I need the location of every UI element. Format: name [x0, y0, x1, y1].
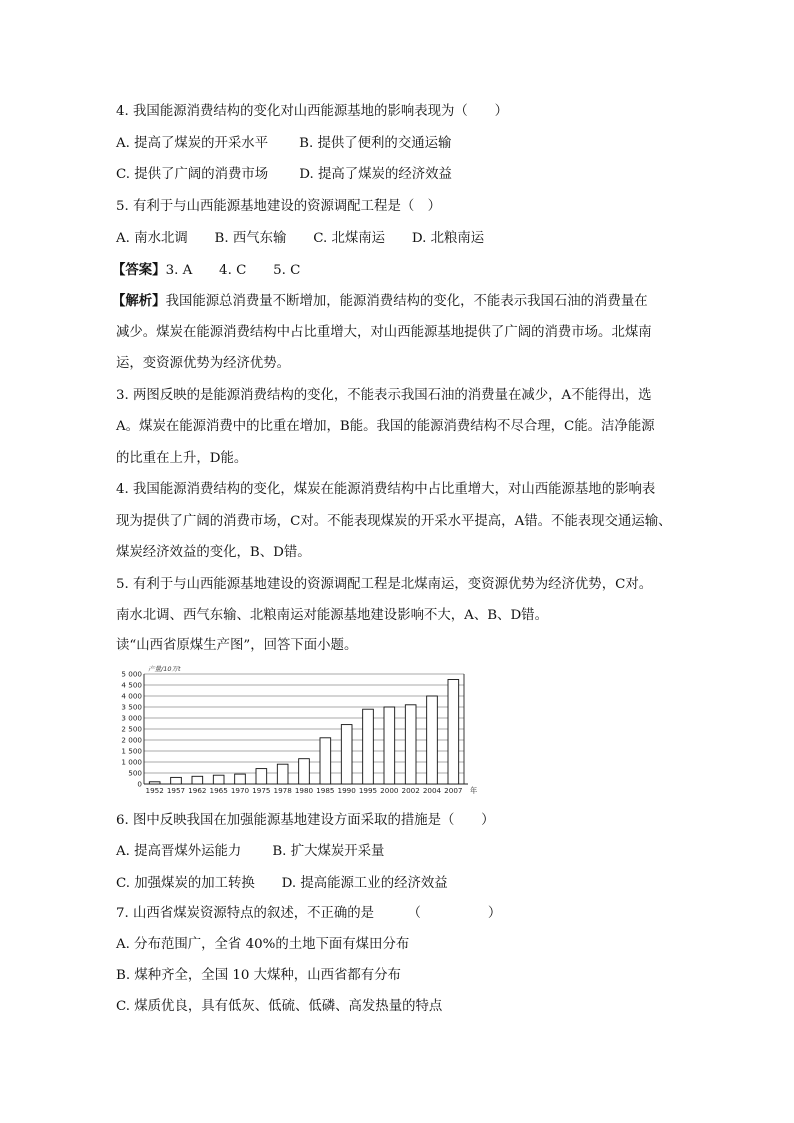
analysis-3-line-3: 的比重在上升，D能。: [116, 451, 248, 466]
bar: [277, 764, 288, 784]
bar: [384, 707, 395, 784]
x-tick-label: 2000: [380, 786, 399, 795]
analysis-4-line-3: 煤炭经济效益的变化，B、D错。: [116, 545, 311, 560]
answer-label: 【答案】: [112, 262, 166, 278]
y-axis-unit-label: 产量/10万t: [148, 665, 181, 673]
bar: [427, 696, 438, 784]
y-tick-label: 3 500: [121, 702, 142, 712]
y-tick-label: 1 500: [121, 746, 142, 756]
analysis-line-1: [112, 292, 648, 311]
y-tick-label: 4 000: [121, 691, 142, 701]
x-tick-label: 1978: [273, 786, 292, 795]
x-tick-label: 1995: [358, 786, 378, 795]
analysis-4-line-2: 现为提供了广阔的消费市场，C对。不能表现煤炭的开采水平提高，A错。不能表现交通运输、: [116, 514, 672, 529]
x-tick-label: 1962: [188, 786, 207, 795]
bar: [320, 738, 331, 784]
x-tick-label: 1952: [145, 786, 164, 795]
question-7-option-c: C. 煤质优良，具有低灰、低硫、低磷、高发热量的特点: [116, 999, 443, 1014]
answer-line: [112, 261, 300, 280]
analysis-label: 【解析】: [112, 293, 166, 309]
bar: [448, 680, 459, 785]
question-4-options-cd: C. 提供了广阔的消费市场 D. 提高了煤炭的经济效益: [116, 167, 452, 182]
x-tick-label: 1985: [316, 786, 335, 795]
analysis-3-line-1: 3. 两图反映的是能源消费结构的变化，不能表示我国石油的消费量在减少，A不能得出，选: [116, 388, 652, 403]
analysis-5-line-2: 南水北调、西气东输、北粮南运对能源基地建设影响不大，A、B、D错。: [116, 608, 548, 623]
question-4-options-ab: A. 提高了煤炭的开采水平 B. 提供了便利的交通运输: [116, 136, 452, 151]
question-6: 6. 图中反映我国在加强能源基地建设方面采取的措施是（ ）: [116, 813, 495, 828]
x-axis-unit-label: 年: [470, 786, 478, 795]
analysis-4-line-1: 4. 我国能源消费结构的变化，煤炭在能源消费结构中占比重增大，对山西能源基地的影响表: [116, 482, 656, 497]
y-tick-label: 1 000: [121, 757, 142, 767]
bar: [405, 705, 416, 784]
analysis-3-line-2: A。煤炭在能源消费中的比重在增加，B能。我国的能源消费结构不尽合理，C能。洁净能源: [116, 419, 655, 434]
x-tick-label: 1970: [230, 786, 250, 795]
x-tick-label: 1990: [337, 786, 356, 795]
analysis-line-2: 减少。煤炭在能源消费结构中占比重增大，对山西能源基地提供了广阔的消费市场。北煤南: [116, 325, 652, 340]
analysis-line-3: 运，变资源优势为经济优势。: [116, 356, 291, 371]
question-5: 5. 有利于与山西能源基地建设的资源调配工程是（ ）: [116, 199, 442, 214]
chart-svg: [112, 664, 484, 798]
x-tick-label: 2004: [422, 786, 442, 795]
bar: [341, 725, 352, 784]
analysis-text-1: 我国能源总消费量不断增加，能源消费结构的变化，不能表示我国石油的消费量在: [165, 294, 648, 309]
question-7-option-a: A. 分布范围广，全省 40%的土地下面有煤田分布: [116, 937, 410, 952]
bar: [171, 777, 182, 784]
coal-production-chart: [112, 664, 484, 798]
read-prompt: 读“山西省原煤生产图”，回答下面小题。: [116, 638, 358, 653]
y-tick-label: 2 500: [121, 724, 142, 734]
y-tick-label: 3 000: [121, 713, 142, 723]
y-tick-label: 2 000: [121, 735, 142, 745]
bar: [299, 759, 310, 784]
x-tick-label: 1980: [294, 786, 314, 795]
bar: [363, 709, 374, 784]
x-tick-label: 2002: [401, 786, 420, 795]
bar: [256, 769, 267, 784]
question-7: 7. 山西省煤炭资源特点的叙述，不正确的是 （ ）: [116, 906, 502, 921]
x-tick-label: 2007: [444, 786, 463, 795]
question-5-options: A. 南水北调 B. 西气东输 C. 北煤南运 D. 北粮南运: [116, 231, 485, 246]
y-tick-label: 4 500: [121, 680, 142, 690]
bar: [235, 774, 246, 784]
x-tick-label: 1965: [209, 786, 228, 795]
bar: [192, 776, 203, 784]
question-6-options-ab: A. 提高晋煤外运能力 B. 扩大煤炭开采量: [116, 844, 385, 859]
bar: [149, 782, 160, 784]
question-6-options-cd: C. 加强煤炭的加工转换 D. 提高能源工业的经济效益: [116, 876, 448, 891]
bar: [213, 775, 224, 784]
answer-text: 3. A 4. C 5. C: [165, 263, 301, 278]
y-tick-label: 500: [128, 768, 142, 778]
x-tick-label: 1957: [166, 786, 186, 795]
x-tick-label: 1975: [252, 786, 271, 795]
question-7-option-b: B. 煤种齐全，全国 10 大煤种，山西省都有分布: [116, 968, 401, 983]
y-tick-label: 0: [137, 779, 142, 789]
y-tick-label: 5 000: [121, 669, 142, 679]
analysis-5-line-1: 5. 有利于与山西能源基地建设的资源调配工程是北煤南运，变资源优势为经济优势，C对。: [116, 577, 653, 592]
question-4: 4. 我国能源消费结构的变化对山西能源基地的影响表现为（ ）: [116, 104, 508, 119]
